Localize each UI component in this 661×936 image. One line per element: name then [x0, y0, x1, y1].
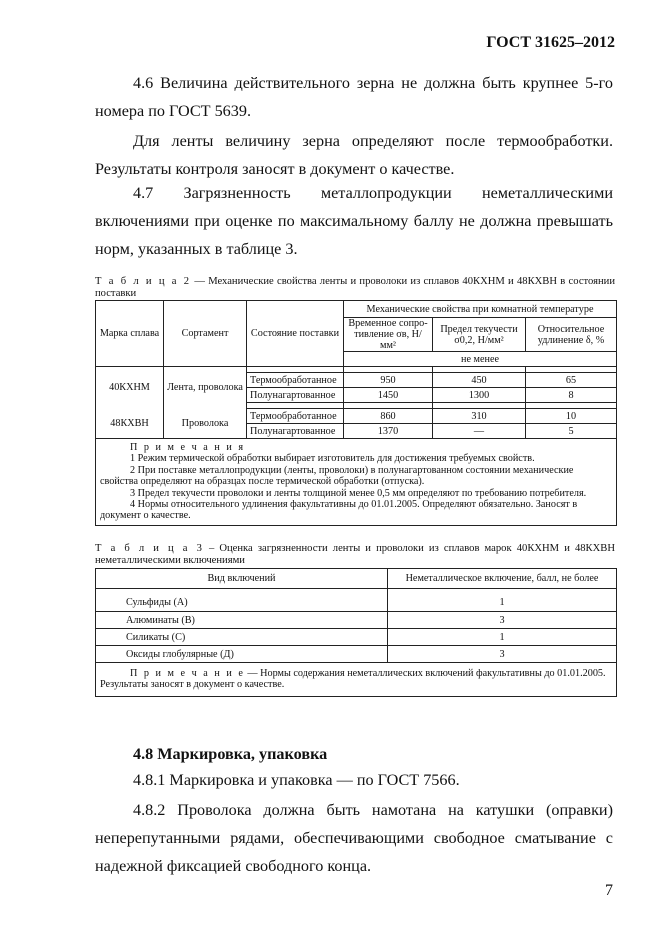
- table3-cell-score: 1: [388, 629, 617, 646]
- table2-cell-yield: 450: [433, 373, 526, 388]
- paragraph-tape-line2: Результаты контроля заносят в документ о качестве.: [95, 160, 455, 178]
- paragraph-4-7-line3: норм, указанных в таблице 3.: [95, 240, 298, 258]
- table3: [95, 568, 617, 697]
- table2-cell-elongation: 10: [526, 409, 617, 424]
- table2: [95, 300, 617, 526]
- paragraph-4-8-2-line1: 4.8.2 Проволока должна быть намотана на катушки (оправки): [133, 801, 613, 819]
- table2-cell-elongation: 65: [526, 373, 617, 388]
- table2-notes: [96, 439, 617, 526]
- document-code: ГОСТ 31625–2012: [486, 34, 615, 51]
- table3-cell-score: 3: [388, 612, 617, 629]
- table2-notes-title: П р и м е ч а н и я: [130, 442, 246, 453]
- table2-cell-condition: Термообработанное: [247, 373, 344, 388]
- table2-cell-tensile: 1370: [344, 424, 433, 439]
- table2-note-4: 4 Нормы относительного удлинения факультативны до 01.01.2005. Определяют обязательно. Заносят в документ о качестве.: [100, 499, 578, 522]
- table2-cell-tensile: 950: [344, 373, 433, 388]
- table2-cell-yield: —: [433, 424, 526, 439]
- paragraph-4-8-2-line2: неперепутанными рядами, обеспечивающими свободное сматывание с: [95, 829, 613, 847]
- table3-header-score: Неметаллическое включение, балл, не более: [388, 569, 617, 589]
- table2-caption-text: — Механические свойства ленты и проволоки из сплавов 40КХНМ и 48КХВН в состоянии поставки: [95, 276, 615, 299]
- table2-cell-elongation: 5: [526, 424, 617, 439]
- table2-caption: [95, 276, 615, 300]
- table2-caption-label: Т а б л и ц а 2: [95, 276, 192, 287]
- table2-header-tensile: Временное сопро- тивление σв, Н/мм²: [344, 318, 433, 352]
- table3-header-type: Вид включений: [96, 569, 388, 589]
- table2-header-grade: Марка сплава: [96, 301, 164, 367]
- page-number: 7: [605, 882, 613, 899]
- table2-header-elongation: Относительное удлинение δ, %: [526, 318, 617, 352]
- paragraph-4-7-line1: 4.7 Загрязненность металлопродукции неметаллическими: [133, 184, 613, 202]
- paragraph-4-7-line2: включениями при оценке по максимальному баллу не должна превышать: [95, 212, 613, 230]
- table2-cell-grade: 40КХНМ: [96, 373, 164, 403]
- table2-cell-assortment: Лента, проволока: [164, 373, 247, 403]
- paragraph-4-8-2-line3: надежной фиксацией свободного конца.: [95, 857, 372, 875]
- table2-header-yield: Предел текучести σ0,2, Н/мм²: [433, 318, 526, 352]
- table-row: [96, 595, 617, 612]
- table-row: [96, 409, 617, 424]
- table2-cell-condition: Термообработанное: [247, 409, 344, 424]
- table3-note-text: — Нормы содержания неметаллических включений факультативны до 01.01.2005. Результаты заносят в документ о качестве.: [100, 668, 606, 691]
- table2-cell-assortment: Проволока: [164, 409, 247, 439]
- table3-note: [96, 663, 617, 697]
- table3-cell-type: Силикаты (С): [96, 629, 388, 646]
- table2-header-condition: Состояние поставки: [247, 301, 344, 367]
- section-4-8-title: 4.8 Маркировка, упаковка: [133, 745, 328, 763]
- table-row: [96, 629, 617, 646]
- paragraph-4-6-line1: 4.6 Величина действительного зерна не должна быть крупнее 5-го: [133, 74, 613, 92]
- table2-cell-condition: Полунагартованное: [247, 388, 344, 403]
- table3-caption-text: – Оценка загрязненности ленты и проволоки из сплавов марок 40КХНМ и 48КХВН неметаллическими включениями: [95, 543, 615, 566]
- paragraph-4-8-1: 4.8.1 Маркировка и упаковка — по ГОСТ 7566.: [133, 771, 460, 789]
- table3-note-label: П р и м е ч а н и е: [130, 668, 245, 679]
- table3-cell-type: Сульфиды (А): [96, 595, 388, 612]
- table2-cell-grade: 48КХВН: [96, 409, 164, 439]
- table2-cell-yield: 1300: [433, 388, 526, 403]
- table-row: [96, 646, 617, 663]
- table-row: [96, 612, 617, 629]
- table2-header-not-less: не менее: [344, 352, 617, 367]
- table2-cell-condition: Полунагартованное: [247, 424, 344, 439]
- table-row: [96, 373, 617, 388]
- table2-cell-elongation: 8: [526, 388, 617, 403]
- table2-note-3: 3 Предел текучести проволоки и ленты толщиной менее 0,5 мм определяют по требованию потребителя.: [130, 487, 587, 499]
- table3-cell-type: Алюминаты (В): [96, 612, 388, 629]
- table3-cell-score: 1: [388, 595, 617, 612]
- table2-header-assortment: Сортамент: [164, 301, 247, 367]
- table2-cell-yield: 310: [433, 409, 526, 424]
- table3-cell-score: 3: [388, 646, 617, 663]
- paragraph-tape-line1: Для ленты величину зерна определяют после термообработки.: [133, 132, 613, 150]
- table3-caption-label: Т а б л и ц а 3: [95, 543, 204, 554]
- table2-header-mech-group: Механические свойства при комнатной температуре: [344, 301, 617, 318]
- table3-cell-type: Оксиды глобулярные (Д): [96, 646, 388, 663]
- table2-cell-tensile: 1450: [344, 388, 433, 403]
- table3-caption: [95, 543, 615, 567]
- table2-note-1: 1 Режим термической обработки выбирает изготовитель для достижения требуемых свойств.: [130, 453, 535, 465]
- paragraph-4-6-line2: номера по ГОСТ 5639.: [95, 102, 252, 120]
- table2-cell-tensile: 860: [344, 409, 433, 424]
- table2-note-2: 2 При поставке металлопродукции (ленты, проволоки) в полунагартованном состоянии механические свойства определяют на образцах после термической обработки (отпуска).: [100, 464, 574, 488]
